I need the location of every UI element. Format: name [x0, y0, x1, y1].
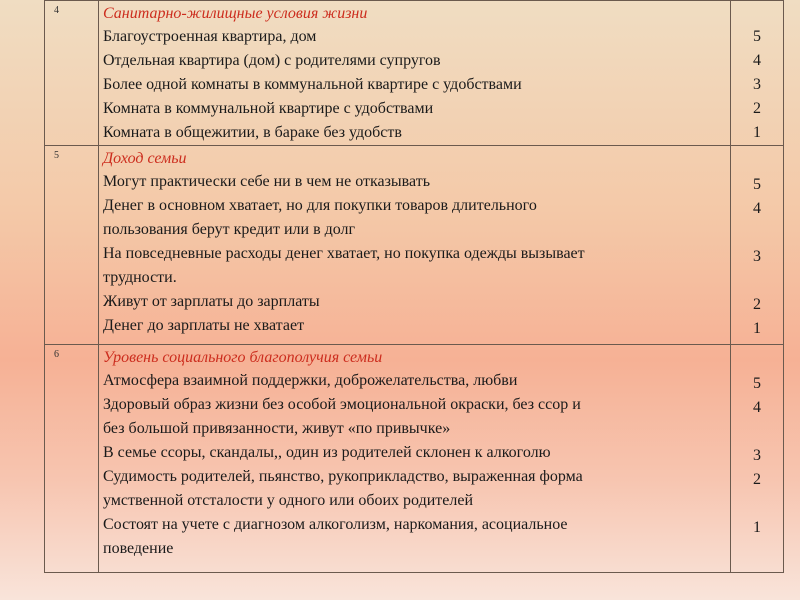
- criterion-line: умственной отсталости у одного или обоих родителей: [103, 492, 474, 509]
- row-content: [99, 345, 731, 573]
- criterion-line: трудности.: [103, 269, 177, 286]
- score-column: [731, 1, 784, 146]
- score-value: 5: [753, 176, 761, 193]
- score-value: 5: [753, 28, 761, 45]
- criterion-line: На повседневные расходы денег хватает, но покупка одежды вызывает: [103, 245, 585, 262]
- score-value: 1: [753, 124, 761, 141]
- score-value: 2: [753, 471, 761, 488]
- score-value: 2: [753, 100, 761, 117]
- row-content: [99, 1, 731, 146]
- criterion-line: без большой привязанности, живут «по привычке»: [103, 420, 451, 437]
- criteria-table: [44, 0, 784, 573]
- criteria-table-container: [44, 0, 784, 572]
- criterion-line: Денег до зарплаты не хватает: [103, 317, 305, 334]
- score-value: 3: [753, 248, 761, 265]
- row-content: [99, 146, 731, 345]
- criterion-line: Живут от зарплаты до зарплаты: [103, 293, 320, 310]
- section-title: Уровень социального благополучия семьи: [103, 349, 383, 366]
- score-value: 4: [753, 52, 761, 69]
- score-value: 5: [753, 375, 761, 392]
- criterion-line: Отдельная квартира (дом) с родителями супругов: [103, 52, 441, 69]
- row-number: 4: [45, 1, 99, 146]
- row-number: 5: [45, 146, 99, 345]
- criterion-line: пользования берут кредит или в долг: [103, 221, 356, 238]
- criterion-line: Состоят на учете с диагнозом алкоголизм, наркомания, асоциальное: [103, 516, 568, 533]
- criterion-line: Более одной комнаты в коммунальной квартире с удобствами: [103, 76, 522, 93]
- criterion-line: Могут практически себе ни в чем не отказывать: [103, 173, 430, 190]
- score-value: 3: [753, 447, 761, 464]
- score-column: [731, 146, 784, 345]
- criterion-line: Комната в общежитии, в бараке без удобств: [103, 124, 402, 141]
- criterion-line: Денег в основном хватает, но для покупки товаров длительного: [103, 197, 537, 214]
- section-title: Санитарно-жилищные условия жизни: [103, 5, 368, 22]
- criterion-line: Атмосфера взаимной поддержки, доброжелательства, любви: [103, 372, 518, 389]
- criterion-line: Здоровый образ жизни без особой эмоциональной окраски, без ссор и: [103, 396, 581, 413]
- table-row: [45, 345, 784, 573]
- criterion-line: Благоустроенная квартира, дом: [103, 28, 317, 45]
- table-row: [45, 1, 784, 146]
- score-value: 4: [753, 200, 761, 217]
- criterion-line: В семье ссоры, скандалы,, один из родителей склонен к алкоголю: [103, 444, 551, 461]
- score-value: 4: [753, 399, 761, 416]
- table-row: [45, 146, 784, 345]
- row-number: 6: [45, 345, 99, 573]
- section-title: Доход семьи: [103, 150, 187, 167]
- score-column: [731, 345, 784, 573]
- criterion-line: Комната в коммунальной квартире с удобствами: [103, 100, 434, 117]
- criterion-line: поведение: [103, 540, 174, 557]
- score-value: 1: [753, 519, 761, 536]
- score-value: 2: [753, 296, 761, 313]
- score-value: 3: [753, 76, 761, 93]
- criterion-line: Судимость родителей, пьянство, рукоприкладство, выраженная форма: [103, 468, 583, 485]
- score-value: 1: [753, 320, 761, 337]
